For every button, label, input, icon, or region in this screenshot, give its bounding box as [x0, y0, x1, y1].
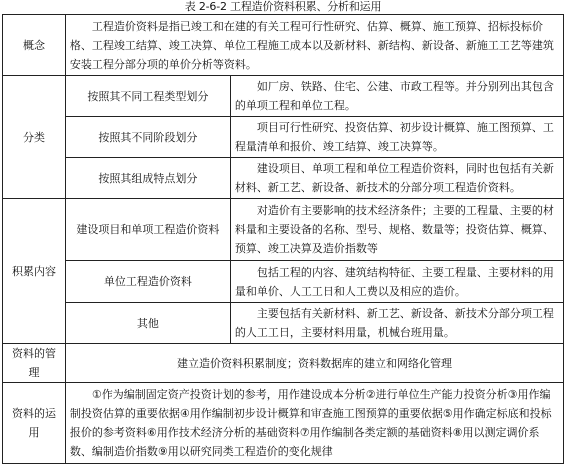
usage-text: ①作为编制固定资产投资计划的参考，用作建设成本分析②进行单位生产能力投资分析③用作编制投资估算的重要依据④用作编制初步设计概算和审查施工图预算的重要依据⑤用作确定标底和投标报价的参考资料⑥用作技术经济分析的基础资料⑦用作编制各类定额的基础资料⑧用以测定调价系数、编制造价指数⑨用以研究同类工程造价的变化规律: [65, 383, 563, 464]
row-label-concept: 概念: [3, 15, 66, 76]
row-label-classification: 分类: [3, 76, 66, 199]
management-text: 建立造价资料积累制度；资料数据库的建立和网络化管理: [65, 344, 563, 383]
classification-text-1: 如厂房、铁路、住宅、公建、市政工程等。并分别列出其包含的单项工程和单位工程。: [230, 76, 563, 117]
classification-text-2: 项目可行性研究、投资估算、初步设计概算、施工图预算、工程量清单和报价、竣工结算、竣工决算等。: [230, 117, 563, 158]
table-row-accumulation-2: [3, 261, 564, 303]
table-row-classification-1: [3, 76, 564, 117]
classification-sub-3: 按照其组成特点划分: [65, 158, 230, 199]
accumulation-text-3: 主要包括有关新材料、新工艺、新设备、新技术分部分项工程的人工工日，主要材料用量，机械台班用量。: [230, 303, 563, 344]
classification-sub-1: 按照其不同工程类型划分: [65, 76, 230, 117]
table-caption: 表 2-6-2 工程造价资料积累、分析和运用: [184, 0, 382, 13]
cost-data-table: [2, 14, 564, 464]
table-row-classification-2: [3, 117, 564, 158]
table-row-usage: [3, 383, 564, 464]
row-label-accumulation: 积累内容: [3, 199, 66, 344]
row-label-usage: 资料的运用: [3, 383, 66, 464]
accumulation-text-2: 包括工程的内容、建筑结构特征、主要工程量、主要材料的用量和单价、人工工日和人工费以及相应的造价。: [230, 261, 563, 303]
accumulation-sub-1: 建设项目和单项工程造价资料: [65, 199, 230, 261]
accumulation-sub-2: 单位工程造价资料: [65, 261, 230, 303]
classification-text-3: 建设项目、单项工程和单位工程造价资料，同时也包括有关新材料、新工艺、新设备、新技术的分部分项工程造价资料。: [230, 158, 563, 199]
table-row-management: [3, 344, 564, 383]
classification-sub-2: 按照其不同阶段划分: [65, 117, 230, 158]
table-row-concept: [3, 15, 564, 76]
concept-text: 工程造价资料是指已竣工和在建的有关工程可行性研究、估算、概算、施工预算、招标投标价格、工程竣工结算、竣工决算、单位工程施工成本以及新材料、新结构、新设备、新施工工艺等建筑安装工程分部分项的单价分析等资料。: [65, 15, 563, 76]
table-row-accumulation-3: [3, 303, 564, 344]
table-row-classification-3: [3, 158, 564, 199]
accumulation-text-1: 对造价有主要影响的技术经济条件；主要的工程量、主要的材料量和主要设备的名称、型号、规格、数量等；投资估算、概算、预算、竣工决算及造价指数等: [230, 199, 563, 261]
table-row-accumulation-1: [3, 199, 564, 261]
row-label-management: 资料的管理: [3, 344, 66, 383]
accumulation-sub-3: 其他: [65, 303, 230, 344]
